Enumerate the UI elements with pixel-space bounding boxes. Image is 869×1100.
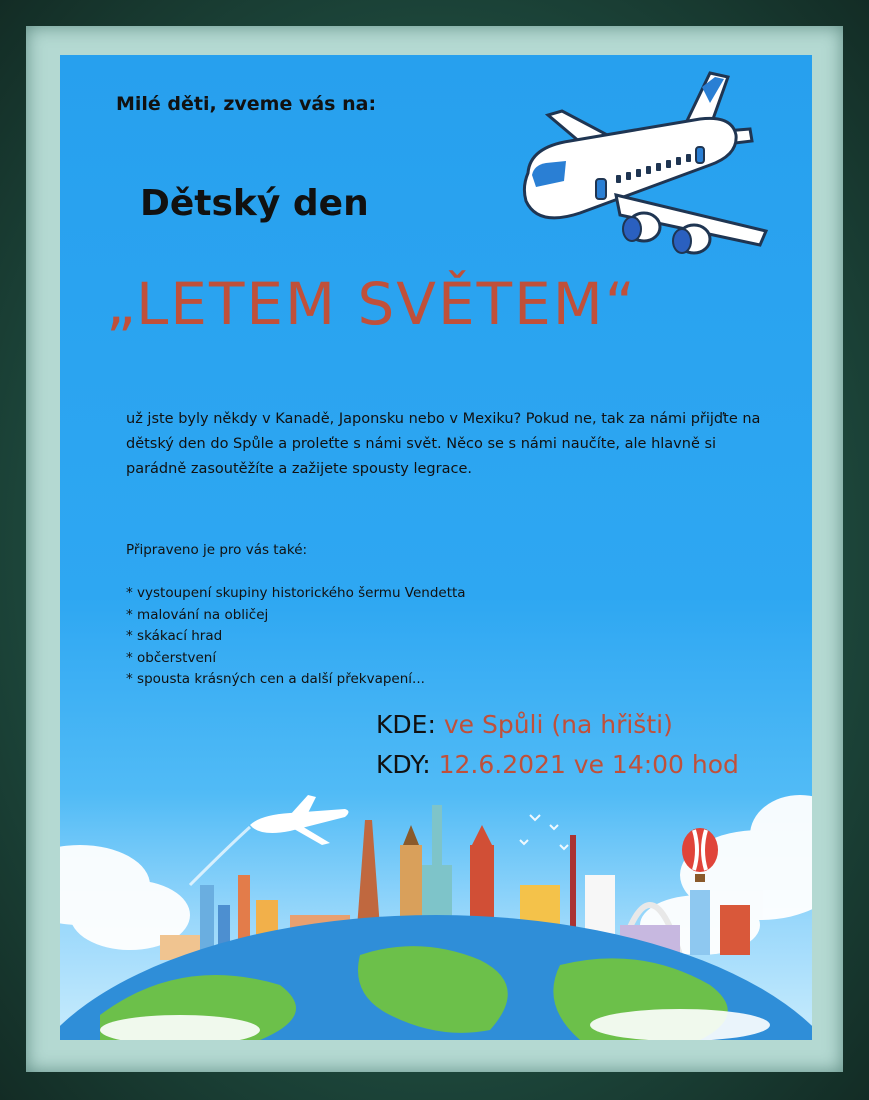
list-item: * vystoupení skupiny historického šermu Vendetta [126,585,466,601]
list-item: * malování na obličej [126,606,269,623]
event-name: „LETEM SVĚTEM“ [106,270,637,338]
page-title: Dětský den [140,183,369,224]
list-item: * spousta krásných cen a další překvapení... [126,671,425,687]
intro-paragraph: už jste byly někdy v Kanadě, Japonsku nebo v Mexiku? Pokud ne, tak za námi přijďte na dětský den do Spůle a prolеťte s námi svět. Něco se s námi naučíte, ale hlavně si parádně zasoutěžíte a zažijete spousty legrace. [126,411,761,477]
list-item: * skákací hrad [126,628,223,644]
when-value: 12.6.2021 ve 14:00 hod [438,750,739,779]
when-label: KDY: [376,750,431,779]
where-label: KDE: [376,710,436,739]
list-item: * občerstvení [126,649,217,666]
world-landmarks-illustration [60,55,812,1040]
poster [60,55,812,1040]
small-plane [190,795,349,885]
greeting-text: Milé děti, zveme vás na: [116,93,377,115]
where-value: ve Spůli (na hřišti) [443,710,673,739]
list-heading: Připraveno je pro vás také: [126,542,308,558]
